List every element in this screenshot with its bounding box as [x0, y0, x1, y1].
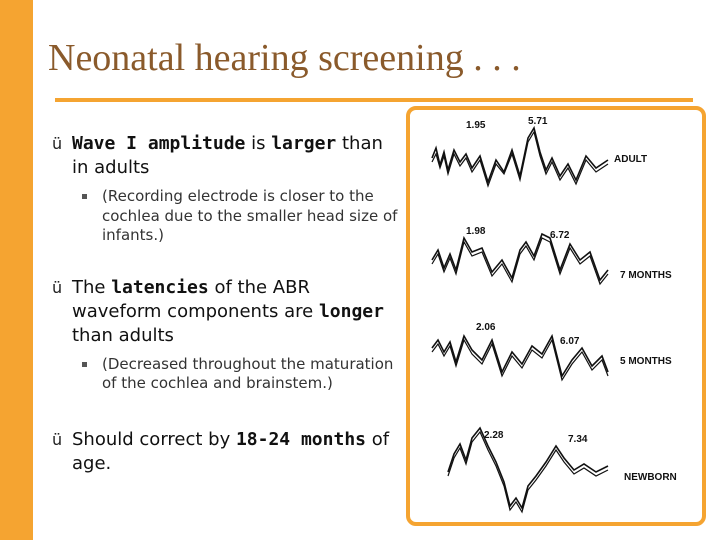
panel-label-newborn: NEWBORN [624, 472, 677, 483]
check-icon: ü [52, 134, 63, 153]
abr-waveform-figure [406, 106, 706, 526]
square-bullet-icon [82, 362, 87, 367]
wave1-latency-label: 2.06 [476, 322, 496, 333]
bullet-text-strong: Wave I amplitude [72, 133, 246, 154]
bullet-text: of the ABR waveform components are [72, 276, 319, 322]
check-icon: ü [52, 429, 63, 449]
bullet-latencies [52, 276, 402, 394]
left-accent-bar [0, 0, 33, 540]
wave1-latency-label: 2.28 [484, 430, 504, 441]
bullet-text: The [72, 276, 112, 298]
wave5-latency-label: 6.72 [550, 230, 570, 241]
wave1-latency-label: 1.95 [466, 120, 486, 131]
bullet-amplitude [52, 132, 402, 246]
wave5-latency-label: 5.71 [528, 116, 548, 127]
bullet-text: is [245, 133, 272, 154]
square-bullet-icon [82, 194, 87, 199]
wave1-latency-label: 1.98 [466, 226, 486, 237]
bullet-correction [52, 428, 402, 476]
title-underline [55, 98, 693, 102]
bullet-text-strong: larger [271, 133, 337, 154]
sub-bullet-text: (Recording electrode is closer to the cochlea due to the smaller head size of infants.) [102, 187, 398, 244]
waveform-5-months-trace-b [432, 340, 608, 380]
slide-title: Neonatal hearing screening . . . [48, 37, 521, 79]
panel-label-adult: ADULT [614, 154, 648, 165]
bullet-text: than in adults [72, 133, 383, 178]
waveform-5-months-trace-a [432, 336, 608, 376]
sub-bullet [72, 355, 402, 394]
check-icon: ü [52, 277, 63, 297]
wave5-latency-label: 7.34 [568, 434, 588, 445]
bullet-text: of age. [72, 428, 390, 474]
bullet-text: than adults [72, 324, 174, 346]
abr-waveforms-svg [410, 110, 702, 522]
sub-bullet-text: (Decreased throughout the maturation of the cochlea and brainstem.) [102, 354, 394, 392]
bullet-text: Should correct by [72, 428, 236, 450]
bullet-text-strong: 18-24 months [235, 428, 366, 450]
panel-label-7-months: 7 MONTHS [620, 270, 672, 281]
bullet-text-strong: latencies [111, 276, 209, 298]
waveform-7-months-trace-a [432, 234, 608, 280]
waveform-adult-trace-a [432, 128, 608, 182]
wave5-latency-label: 6.07 [560, 336, 580, 347]
bullet-text-strong: longer [318, 300, 384, 322]
sub-bullet [72, 187, 402, 246]
bullet-list [52, 132, 402, 476]
panel-label-5-months: 5 MONTHS [620, 356, 672, 367]
